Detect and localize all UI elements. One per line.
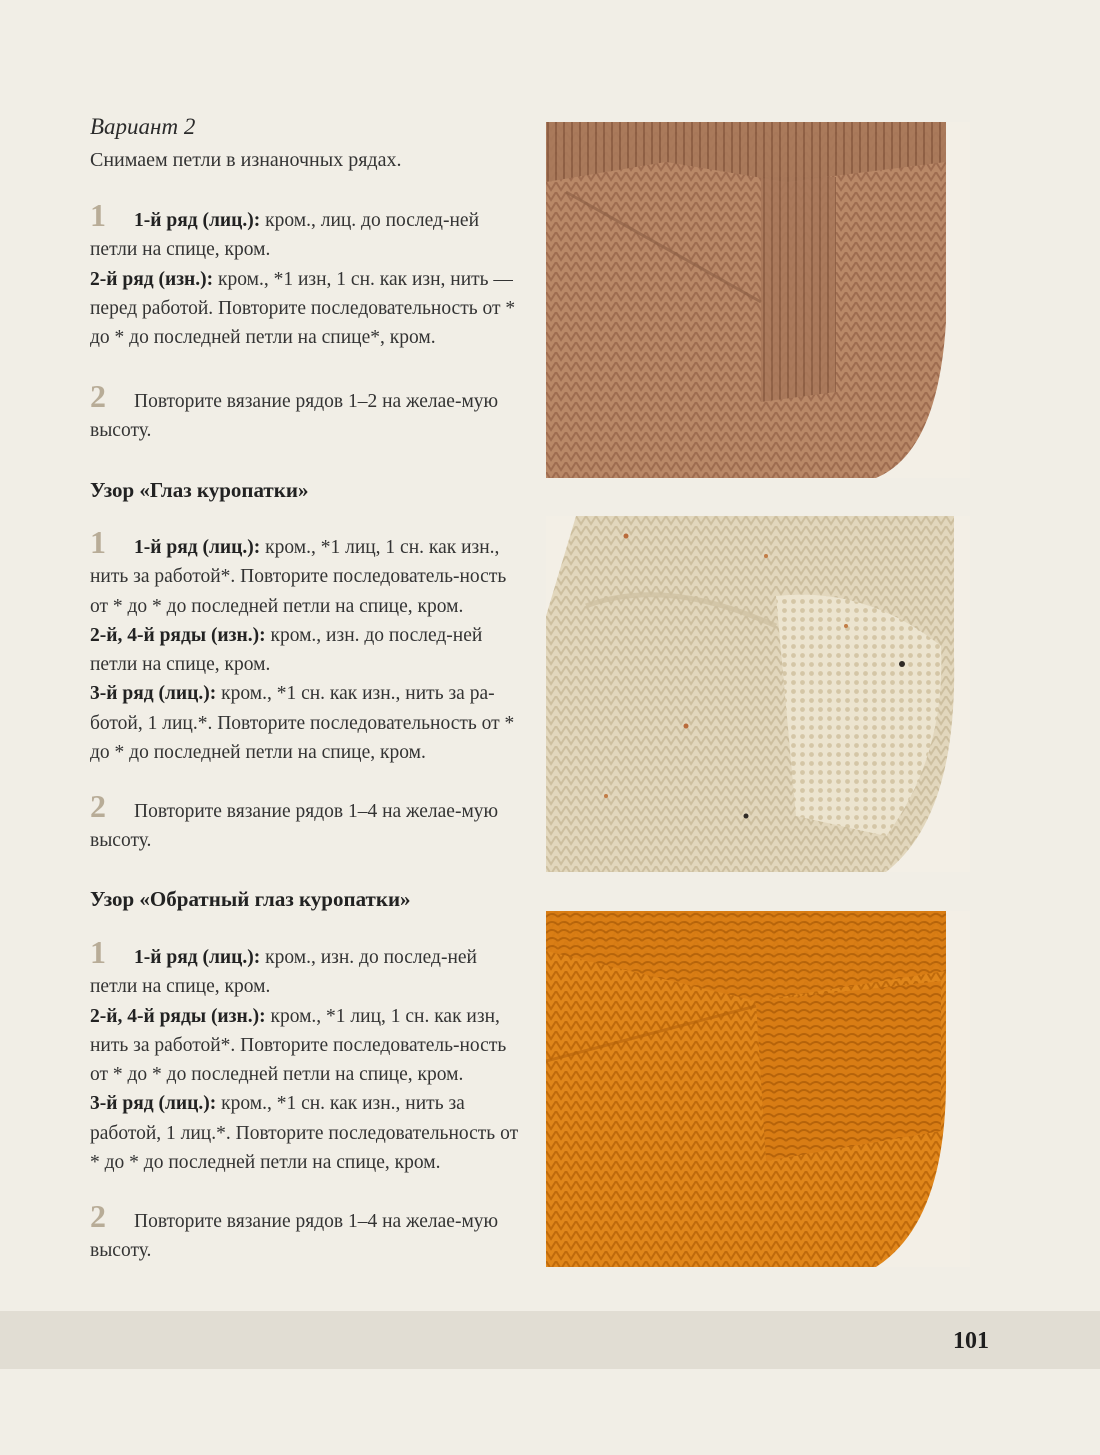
variant-header <box>90 108 520 175</box>
step-text: Повторите вязание рядов 1–2 на желае-мую высоту. <box>90 391 499 442</box>
row-text: кром., лиц. до послед-ней петли на спице, кром. <box>90 210 480 261</box>
block3-step1 <box>90 934 520 1177</box>
row-text: кром., *1 лиц, 1 сн. как изн, нить за работой*. Повторите последователь-ность от * до * до последней петли на спице, кром. <box>90 1005 507 1086</box>
knitted-heel-photo-cream <box>546 516 970 872</box>
row-label: 1-й ряд (лиц.): <box>134 210 261 231</box>
variant-title: Вариант 2 <box>90 114 196 139</box>
row-text: кром., *1 лиц, 1 сн. как изн., нить за работой*. Повторите последователь-ность от * до * до последней петли на спице, кром. <box>90 537 507 617</box>
block3-step2 <box>90 1198 520 1266</box>
step-text: Повторите вязание рядов 1–4 на желае-мую высоту. <box>90 1211 499 1262</box>
block1-step2 <box>90 378 520 446</box>
row-label: 3-й ряд (лиц.): <box>90 1093 217 1115</box>
step-number: 2 <box>90 378 106 414</box>
block2-step2 <box>90 788 520 856</box>
row-label: 1-й ряд (лиц.): <box>134 537 261 558</box>
step-number: 2 <box>90 788 106 824</box>
step-number: 1 <box>90 524 106 560</box>
step-number: 2 <box>90 1198 106 1234</box>
row-label: 1-й ряд (лиц.): <box>134 947 261 968</box>
step-text: Повторите вязание рядов 1–4 на желае-мую высоту. <box>90 801 499 852</box>
row-text: кром., изн. до послед-ней петли на спице, кром. <box>90 947 477 998</box>
row-label: 2-й ряд (изн.): <box>90 268 214 290</box>
block2-step1 <box>90 524 520 767</box>
row-label: 2-й, 4-й ряды (изн.): <box>90 624 266 646</box>
row-label: 2-й, 4-й ряды (изн.): <box>90 1005 266 1027</box>
row-text: кром., *1 изн, 1 сн. как изн, нить — перед работой. Повторите последовательность от * до * до последней петли на спице*, кром. <box>90 268 516 349</box>
page-number: 101 <box>953 1328 989 1354</box>
section-title-reverse-partridge-eye: Узор «Обратный глаз куропатки» <box>90 887 411 911</box>
knitted-heel-photo-orange <box>546 911 970 1267</box>
row-label: 3-й ряд (лиц.): <box>90 683 217 705</box>
step-number: 1 <box>90 197 106 233</box>
row-text: кром., *1 сн. как изн., нить за ра-ботой, 1 лиц.*. Повторите последовательность от * до * до последней петли на спице, кром. <box>90 683 515 764</box>
variant-subtitle: Снимаем петли в изнаночных рядах. <box>90 149 402 171</box>
row-text: кром., изн. до послед-ней петли на спице, кром. <box>90 624 483 676</box>
section-title-partridge-eye: Узор «Глаз куропатки» <box>90 478 309 502</box>
step-number: 1 <box>90 934 106 970</box>
knitted-heel-photo-brown <box>546 122 970 478</box>
footer-band <box>0 1311 1100 1369</box>
row-text: кром., *1 сн. как изн., нить за работой, 1 лиц.*. Повторите последовательность от * до * до последней петли на спице, кром. <box>90 1093 519 1174</box>
block1-step1 <box>90 197 520 352</box>
